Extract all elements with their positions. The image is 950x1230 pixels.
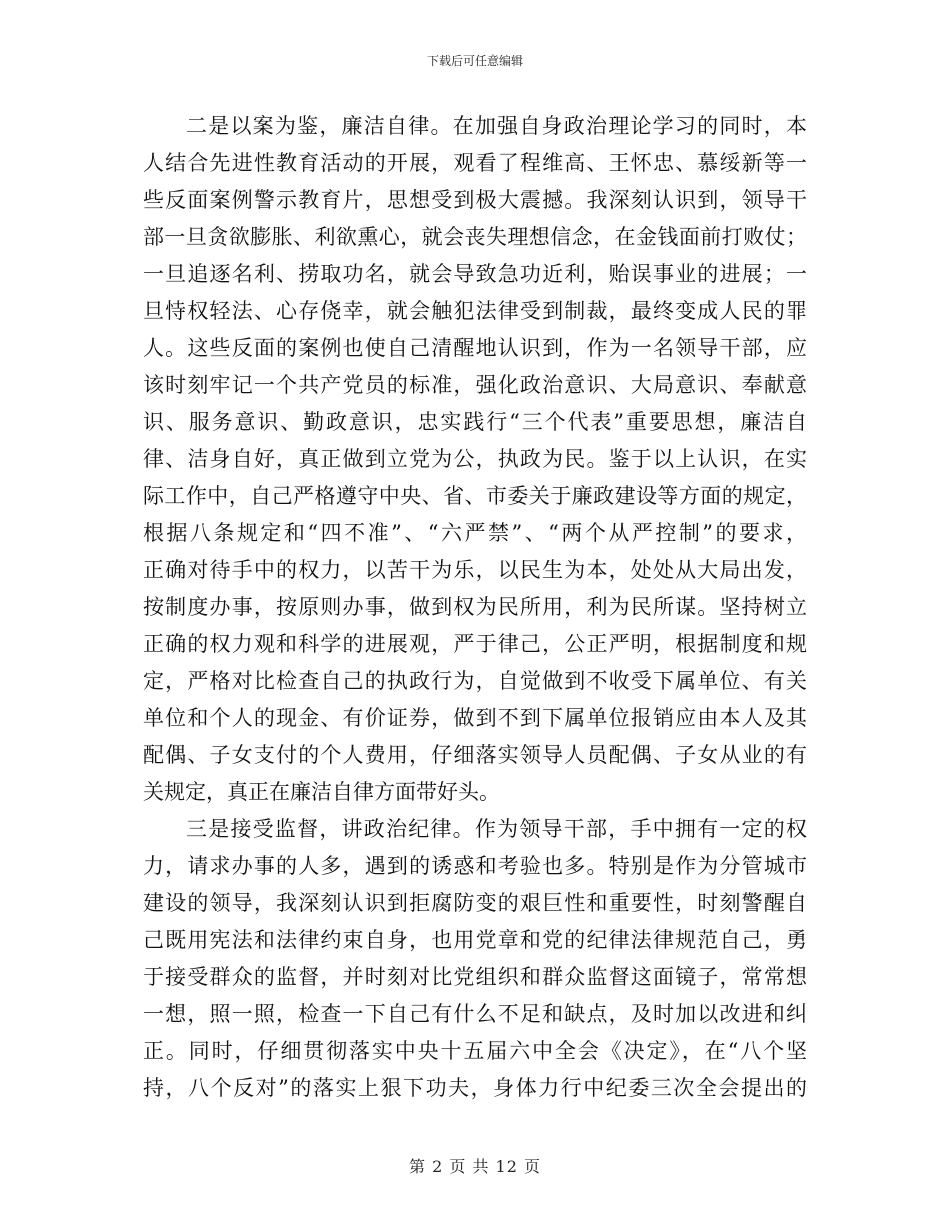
text-line: 人结合先进性教育活动的开展，观看了程维高、王怀忠、慕绥新等一 (143, 151, 807, 175)
text-line: 一旦追逐名利、捞取功名，就会导致急功近利，贻误事业的进展；一 (143, 262, 807, 286)
text-line: 一想，照一照，检查一下自己有什么不足和缺点，及时加以改进和纠 (143, 1002, 807, 1026)
text-line: 部一旦贪欲膨胀、利欲熏心，就会丧失理想信念，在金钱面前打败仗； (143, 225, 807, 249)
text-line: 持，八个反对”的落实上狠下功夫，身体力行中纪委三次全会提出的 (143, 1076, 807, 1100)
text-line: 建设的领导，我深刻认识到拒腐防变的艰巨性和重要性，时刻警醒自 (143, 891, 807, 915)
text-line: 人。这些反面的案例也使自己清醒地认识到，作为一名领导干部，应 (143, 336, 807, 360)
text-line: 识、服务意识、勤政意识，忠实践行“三个代表”重要思想，廉洁自 (143, 410, 807, 434)
paragraph (143, 811, 807, 1107)
text-line: 关规定，真正在廉洁自律方面带好头。 (143, 780, 500, 804)
page-number: 第 2 页 共 12 页 (409, 1157, 541, 1176)
text-line: 单位和个人的现金、有价证券，做到不到下属单位报销应由本人及其 (143, 706, 807, 730)
text-line: 根据八条规定和“四不准”、“六严禁”、“两个从严控制”的要求， (143, 521, 807, 545)
text-line: 律、洁身自好，真正做到立党为公，执政为民。鉴于以上认识，在实 (143, 447, 807, 471)
text-line: 按制度办事，按原则办事，做到权为民所用，利为民所谋。坚持树立 (143, 595, 807, 619)
page-header: 下载后可任意编辑 (426, 54, 523, 68)
paragraph (143, 108, 807, 811)
document-body (143, 108, 807, 1107)
text-line: 该时刻牢记一个共产党员的标准，强化政治意识、大局意识、奉献意 (143, 373, 807, 397)
text-line: 定，严格对比检查自己的执政行为，自觉做到不收受下属单位、有关 (143, 669, 807, 693)
text-line: 二是以案为鉴，廉洁自律。在加强自身政治理论学习的同时，本 (186, 114, 807, 138)
text-line: 正。同时，仔细贯彻落实中央十五届六中全会《决定》，在“八个坚 (143, 1039, 807, 1063)
text-line: 旦恃权轻法、心存侥幸，就会触犯法律受到制裁，最终变成人民的罪 (143, 299, 807, 323)
text-line: 正确的权力观和科学的进展观，严于律己，公正严明，根据制度和规 (143, 632, 807, 656)
text-line: 些反面案例警示教育片，思想受到极大震撼。我深刻认识到，领导干 (143, 188, 807, 212)
text-line: 三是接受监督，讲政治纪律。作为领导干部，手中拥有一定的权 (186, 817, 807, 841)
text-line: 配偶、子女支付的个人费用，仔细落实领导人员配偶、子女从业的有 (143, 743, 807, 767)
text-line: 己既用宪法和法律约束自身，也用党章和党的纪律法律规范自己，勇 (143, 928, 807, 952)
text-line: 力，请求办事的人多，遇到的诱惑和考验也多。特别是作为分管城市 (143, 854, 807, 878)
text-line: 于接受群众的监督，并时刻对比党组织和群众监督这面镜子，常常想 (143, 965, 807, 989)
text-line: 正确对待手中的权力，以苦干为乐，以民生为本，处处从大局出发， (143, 558, 807, 582)
text-line: 际工作中，自己严格遵守中央、省、市委关于廉政建设等方面的规定， (143, 484, 807, 508)
